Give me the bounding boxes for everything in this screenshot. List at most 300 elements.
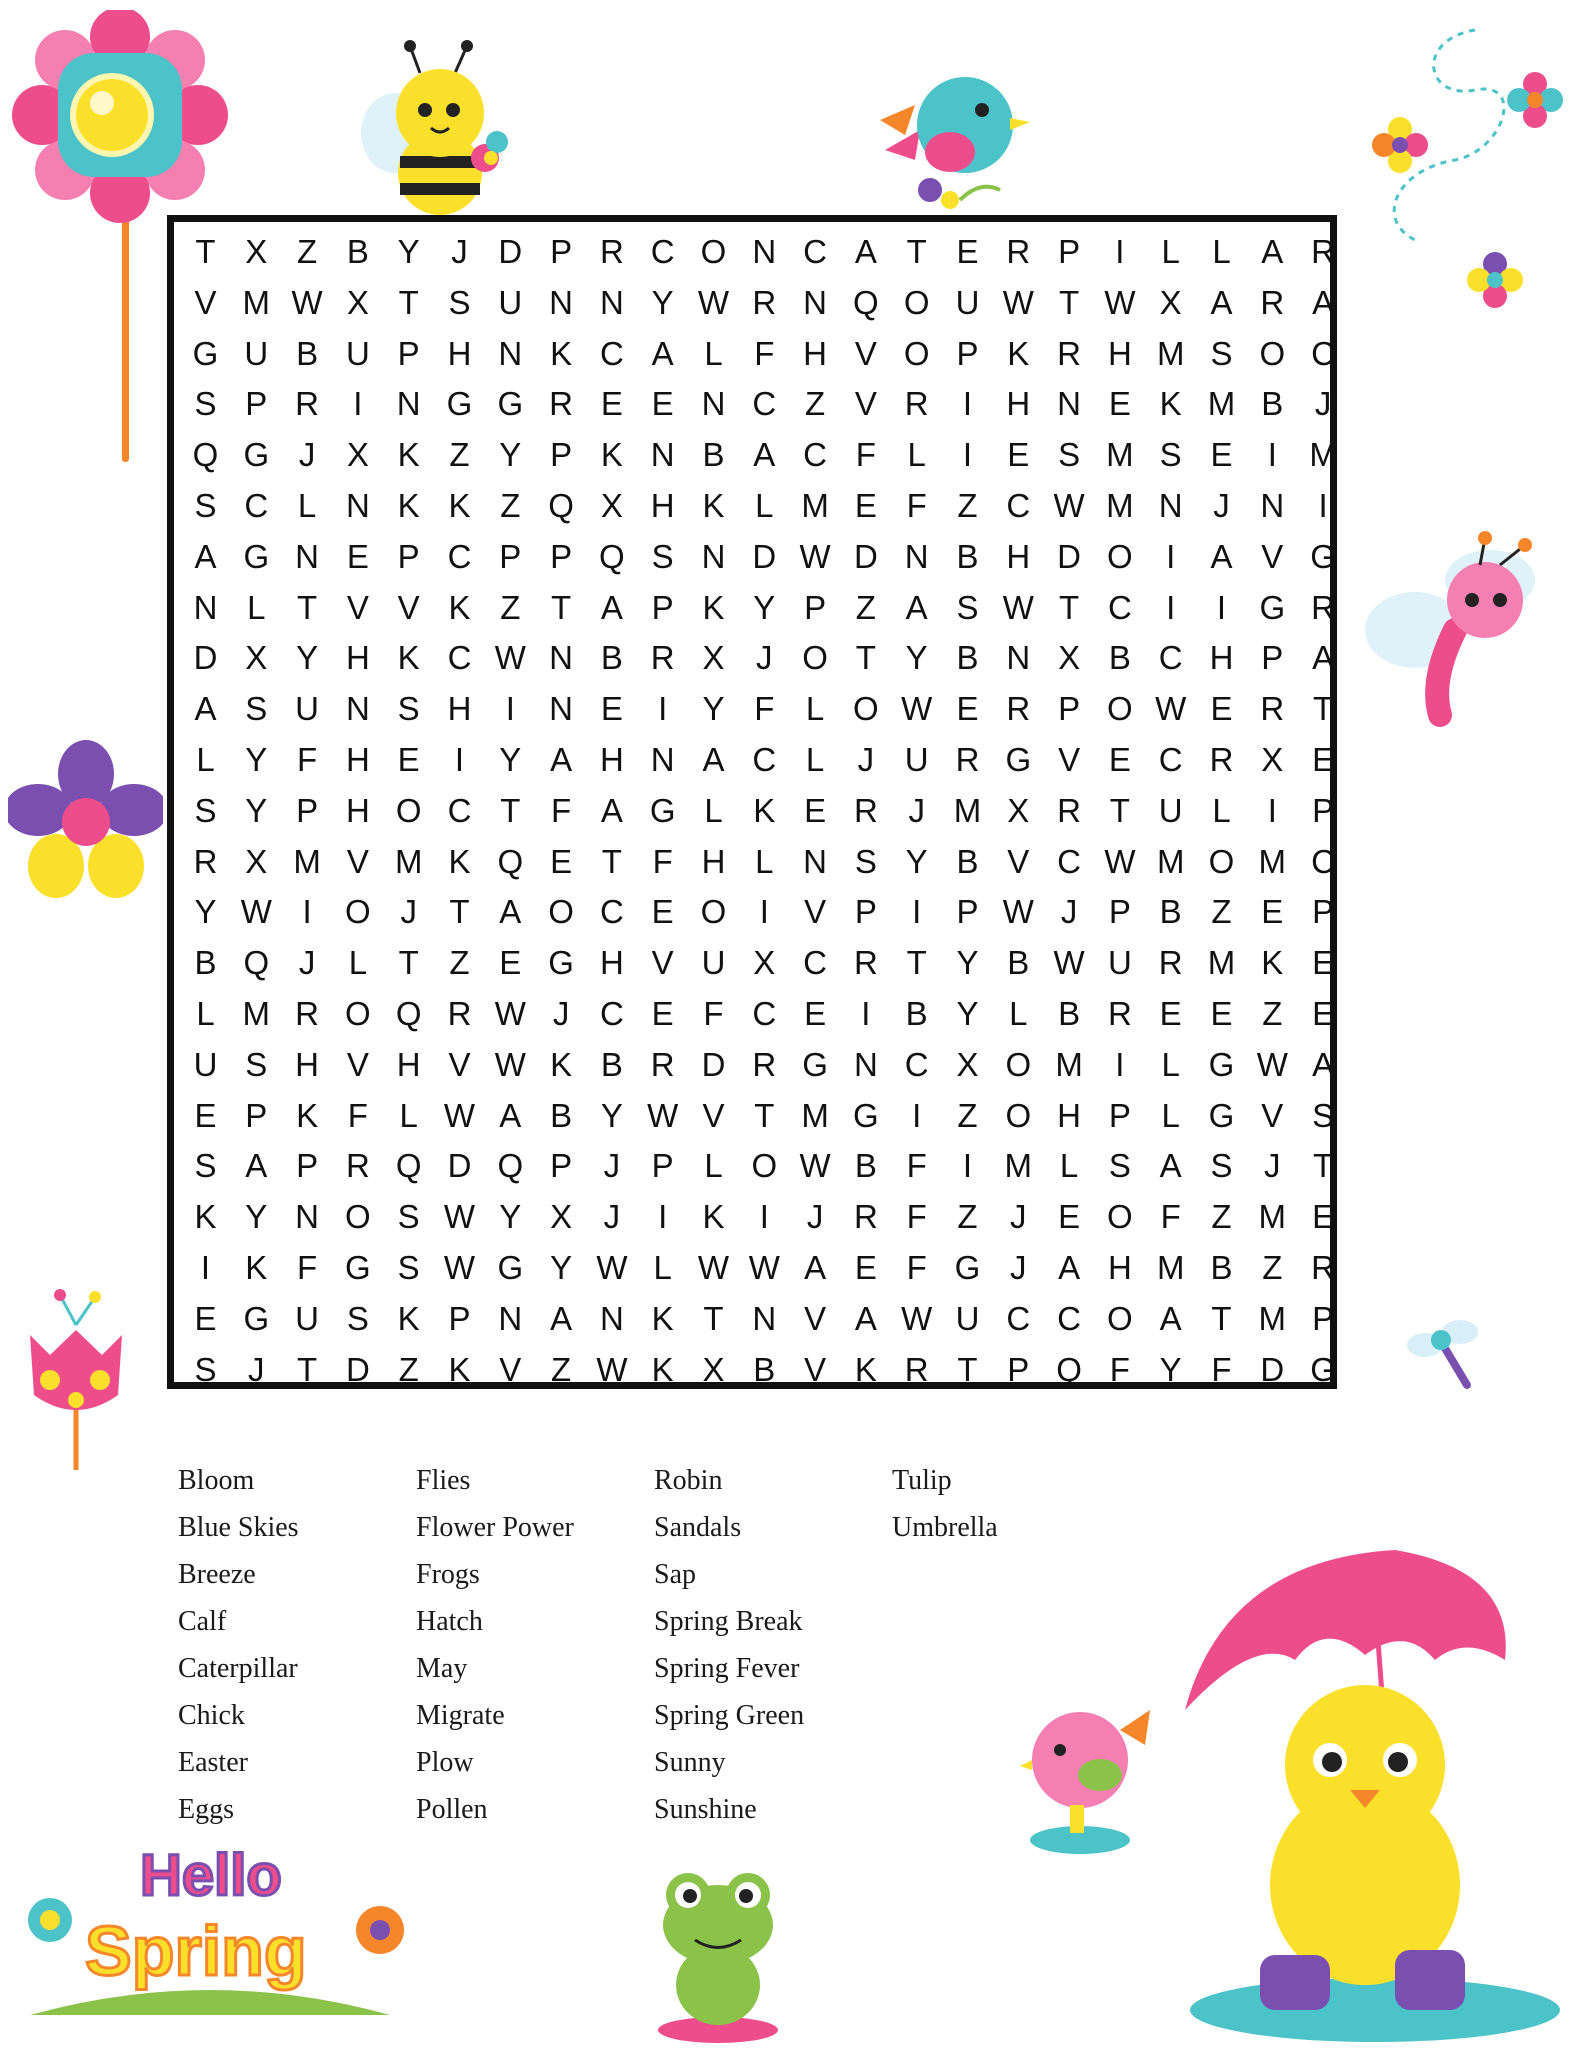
grid-letter[interactable]: V: [346, 1045, 369, 1083]
grid-letter[interactable]: P: [499, 537, 522, 575]
grid-letter[interactable]: P: [245, 1096, 268, 1134]
grid-letter[interactable]: F: [551, 791, 572, 829]
grid-letter[interactable]: P: [804, 588, 827, 626]
grid-letter[interactable]: U: [498, 283, 523, 321]
grid-letter[interactable]: Q: [497, 1147, 524, 1185]
grid-letter[interactable]: L: [348, 944, 368, 982]
grid-letter[interactable]: H: [599, 944, 624, 982]
grid-letter[interactable]: F: [347, 1096, 368, 1134]
grid-letter[interactable]: I: [658, 690, 668, 728]
grid-letter[interactable]: S: [1210, 1147, 1233, 1185]
grid-letter[interactable]: D: [345, 1350, 370, 1388]
grid-letter[interactable]: C: [752, 995, 777, 1032]
grid-letter[interactable]: Q: [192, 436, 219, 474]
grid-letter[interactable]: Z: [957, 1096, 978, 1134]
grid-letter[interactable]: C: [752, 385, 777, 423]
grid-letter[interactable]: Y: [296, 639, 319, 677]
grid-letter[interactable]: B: [854, 1147, 877, 1185]
grid-letter[interactable]: E: [1312, 944, 1335, 982]
grid-letter[interactable]: I: [353, 385, 363, 423]
grid-letter[interactable]: M: [801, 1096, 829, 1134]
grid-letter[interactable]: H: [447, 690, 472, 728]
grid-letter[interactable]: H: [1209, 639, 1234, 677]
grid-letter[interactable]: N: [295, 537, 320, 575]
grid-letter[interactable]: E: [1312, 1198, 1335, 1236]
grid-letter[interactable]: Y: [956, 944, 979, 982]
grid-letter[interactable]: W: [596, 1249, 628, 1286]
grid-letter[interactable]: W: [240, 893, 272, 931]
grid-letter[interactable]: S: [194, 1350, 217, 1388]
grid-letter[interactable]: J: [298, 436, 316, 474]
grid-letter[interactable]: G: [192, 334, 219, 372]
grid-letter[interactable]: O: [802, 639, 828, 677]
grid-letter[interactable]: A: [1261, 233, 1284, 270]
grid-letter[interactable]: C: [1158, 639, 1183, 677]
grid-letter[interactable]: O: [1107, 1198, 1133, 1236]
grid-letter[interactable]: V: [346, 588, 369, 626]
grid-letter[interactable]: X: [702, 1350, 725, 1388]
grid-letter[interactable]: F: [906, 1147, 927, 1185]
grid-letter[interactable]: A: [499, 893, 522, 931]
grid-letter[interactable]: X: [1007, 791, 1030, 829]
grid-letter[interactable]: O: [903, 334, 930, 372]
grid-letter[interactable]: F: [297, 741, 318, 778]
grid-letter[interactable]: M: [242, 995, 271, 1032]
grid-letter[interactable]: E: [194, 1096, 217, 1134]
grid-letter[interactable]: S: [1058, 436, 1081, 474]
grid-letter[interactable]: U: [193, 1045, 218, 1083]
grid-letter[interactable]: H: [1057, 1096, 1082, 1134]
grid-letter[interactable]: A: [905, 588, 928, 626]
grid-letter[interactable]: L: [1161, 1096, 1180, 1134]
grid-letter[interactable]: U: [1107, 944, 1132, 982]
grid-letter[interactable]: E: [1108, 741, 1131, 778]
grid-letter[interactable]: A: [854, 1299, 877, 1337]
grid-letter[interactable]: V: [804, 893, 827, 931]
grid-letter[interactable]: L: [196, 995, 215, 1032]
grid-letter[interactable]: D: [752, 537, 777, 575]
grid-letter[interactable]: V: [804, 1350, 827, 1388]
grid-letter[interactable]: H: [1107, 1249, 1132, 1286]
grid-letter[interactable]: G: [1310, 1350, 1336, 1388]
grid-letter[interactable]: I: [962, 385, 973, 423]
grid-letter[interactable]: K: [1159, 385, 1182, 423]
grid-letter[interactable]: S: [346, 1299, 369, 1337]
grid-letter[interactable]: X: [550, 1198, 573, 1236]
grid-letter[interactable]: P: [397, 334, 420, 372]
grid-letter[interactable]: Q: [497, 842, 524, 880]
grid-letter[interactable]: R: [1057, 334, 1082, 372]
grid-letter[interactable]: F: [1160, 1198, 1181, 1236]
grid-letter[interactable]: W: [1256, 1045, 1288, 1083]
grid-letter[interactable]: J: [603, 1147, 621, 1185]
grid-letter[interactable]: B: [905, 995, 928, 1032]
grid-letter[interactable]: Q: [395, 1147, 422, 1185]
grid-letter[interactable]: R: [853, 791, 878, 829]
grid-letter[interactable]: R: [1107, 995, 1132, 1032]
grid-letter[interactable]: W: [443, 1249, 476, 1286]
grid-letter[interactable]: S: [397, 1198, 420, 1236]
grid-letter[interactable]: D: [447, 1147, 472, 1185]
grid-letter[interactable]: O: [345, 893, 371, 931]
grid-letter[interactable]: T: [1313, 690, 1334, 728]
grid-letter[interactable]: E: [651, 995, 674, 1032]
grid-letter[interactable]: C: [1311, 334, 1336, 372]
grid-letter[interactable]: R: [295, 995, 320, 1032]
grid-letter[interactable]: C: [803, 436, 828, 474]
grid-letter[interactable]: N: [752, 233, 777, 270]
grid-letter[interactable]: D: [498, 233, 523, 270]
grid-letter[interactable]: R: [295, 385, 320, 423]
grid-letter[interactable]: E: [1159, 995, 1182, 1032]
grid-letter[interactable]: I: [861, 995, 871, 1032]
grid-letter[interactable]: L: [755, 842, 774, 880]
grid-letter[interactable]: U: [295, 690, 320, 728]
grid-letter[interactable]: D: [1057, 537, 1082, 575]
grid-letter[interactable]: P: [1058, 690, 1081, 728]
grid-letter[interactable]: Z: [398, 1350, 419, 1388]
grid-letter[interactable]: Q: [1056, 1350, 1082, 1388]
grid-letter[interactable]: L: [653, 1249, 672, 1286]
grid-letter[interactable]: B: [956, 842, 979, 880]
grid-letter[interactable]: B: [550, 1096, 573, 1134]
grid-letter[interactable]: N: [1057, 385, 1082, 423]
grid-letter[interactable]: S: [245, 690, 268, 728]
grid-letter[interactable]: D: [701, 1045, 726, 1083]
grid-letter[interactable]: C: [904, 1045, 929, 1083]
grid-letter[interactable]: G: [802, 1045, 828, 1083]
grid-letter[interactable]: T: [906, 233, 927, 270]
grid-letter[interactable]: P: [397, 537, 420, 575]
grid-letter[interactable]: S: [245, 1045, 268, 1083]
grid-letter[interactable]: A: [651, 334, 674, 372]
grid-letter[interactable]: K: [448, 588, 471, 626]
grid-letter[interactable]: C: [447, 537, 472, 575]
grid-letter[interactable]: B: [1058, 995, 1081, 1032]
grid-letter[interactable]: M: [1258, 1198, 1287, 1236]
grid-letter[interactable]: P: [1058, 233, 1081, 270]
grid-letter[interactable]: H: [447, 334, 472, 372]
grid-letter[interactable]: R: [1311, 588, 1336, 626]
grid-letter[interactable]: D: [1260, 1350, 1285, 1388]
grid-letter[interactable]: S: [1210, 334, 1233, 372]
grid-letter[interactable]: Z: [449, 944, 470, 982]
grid-letter[interactable]: J: [451, 233, 468, 270]
grid-letter[interactable]: K: [1261, 944, 1284, 982]
grid-letter[interactable]: B: [1159, 893, 1182, 931]
grid-letter[interactable]: I: [200, 1249, 211, 1286]
grid-letter[interactable]: L: [755, 487, 774, 524]
grid-letter[interactable]: G: [497, 1249, 524, 1286]
grid-letter[interactable]: L: [907, 436, 926, 474]
grid-letter[interactable]: E: [397, 741, 420, 778]
grid-letter[interactable]: F: [297, 1249, 318, 1286]
grid-letter[interactable]: A: [194, 537, 217, 575]
grid-letter[interactable]: K: [397, 639, 420, 677]
grid-letter[interactable]: N: [396, 385, 421, 423]
grid-letter[interactable]: H: [345, 791, 370, 829]
grid-letter[interactable]: N: [345, 690, 370, 728]
grid-letter[interactable]: V: [194, 283, 217, 321]
grid-letter[interactable]: V: [702, 1096, 725, 1134]
grid-letter[interactable]: H: [599, 741, 624, 778]
grid-letter[interactable]: R: [1209, 741, 1234, 778]
grid-letter[interactable]: J: [857, 741, 875, 778]
grid-letter[interactable]: A: [1210, 283, 1233, 321]
grid-letter[interactable]: I: [505, 690, 515, 728]
grid-letter[interactable]: X: [346, 283, 369, 321]
grid-letter[interactable]: V: [1058, 741, 1081, 778]
grid-letter[interactable]: P: [1312, 893, 1335, 931]
grid-letter[interactable]: Z: [1211, 893, 1232, 931]
grid-letter[interactable]: P: [550, 233, 573, 270]
grid-letter[interactable]: A: [499, 1096, 522, 1134]
grid-letter[interactable]: T: [855, 639, 876, 677]
grid-letter[interactable]: X: [245, 639, 268, 677]
grid-letter[interactable]: N: [549, 283, 574, 321]
grid-letter[interactable]: N: [295, 1198, 320, 1236]
grid-letter[interactable]: J: [603, 1198, 621, 1236]
grid-letter[interactable]: W: [647, 1096, 679, 1134]
grid-letter[interactable]: Y: [702, 690, 725, 728]
grid-letter[interactable]: W: [697, 1249, 730, 1286]
grid-letter[interactable]: N: [549, 639, 574, 677]
grid-letter[interactable]: X: [1261, 741, 1284, 778]
grid-letter[interactable]: E: [804, 995, 827, 1032]
grid-letter[interactable]: N: [1158, 487, 1183, 524]
grid-letter[interactable]: R: [345, 1147, 370, 1185]
grid-letter[interactable]: Q: [243, 944, 270, 982]
grid-letter[interactable]: L: [1009, 995, 1028, 1032]
grid-letter[interactable]: R: [549, 385, 574, 423]
grid-letter[interactable]: X: [1159, 283, 1182, 321]
grid-letter[interactable]: J: [908, 791, 925, 829]
grid-letter[interactable]: B: [1210, 1249, 1233, 1286]
grid-letter[interactable]: C: [447, 639, 472, 677]
grid-letter[interactable]: K: [1007, 334, 1030, 372]
grid-letter[interactable]: V: [346, 842, 369, 880]
grid-letter[interactable]: U: [345, 334, 370, 372]
grid-letter[interactable]: A: [1159, 1299, 1182, 1337]
grid-letter[interactable]: Y: [550, 1249, 573, 1286]
grid-letter[interactable]: J: [1010, 1198, 1027, 1236]
grid-letter[interactable]: G: [243, 1299, 270, 1337]
grid-letter[interactable]: P: [651, 1147, 674, 1185]
grid-letter[interactable]: F: [652, 842, 673, 880]
grid-letter[interactable]: E: [1210, 690, 1233, 728]
grid-letter[interactable]: N: [752, 1299, 777, 1337]
grid-letter[interactable]: J: [756, 639, 773, 677]
grid-letter[interactable]: Y: [956, 995, 979, 1032]
grid-letter[interactable]: H: [650, 487, 675, 524]
grid-letter[interactable]: V: [1261, 537, 1284, 575]
grid-letter[interactable]: K: [600, 436, 623, 474]
grid-letter[interactable]: C: [599, 334, 624, 372]
grid-letter[interactable]: O: [345, 995, 371, 1032]
grid-letter[interactable]: I: [912, 893, 922, 931]
grid-letter[interactable]: C: [1006, 1299, 1031, 1337]
grid-letter[interactable]: L: [704, 1147, 723, 1185]
grid-letter[interactable]: A: [1058, 1249, 1081, 1286]
grid-letter[interactable]: M: [293, 842, 321, 880]
grid-letter[interactable]: A: [1312, 1045, 1335, 1083]
grid-letter[interactable]: Y: [194, 893, 217, 931]
grid-letter[interactable]: M: [394, 842, 423, 880]
grid-letter[interactable]: C: [244, 487, 269, 524]
grid-letter[interactable]: I: [1115, 1045, 1125, 1083]
grid-letter[interactable]: R: [955, 741, 980, 778]
grid-letter[interactable]: T: [1211, 1299, 1232, 1337]
grid-letter[interactable]: Y: [499, 436, 522, 474]
grid-letter[interactable]: L: [1212, 233, 1231, 270]
grid-letter[interactable]: A: [550, 741, 573, 778]
grid-letter[interactable]: E: [1058, 1198, 1081, 1236]
grid-letter[interactable]: K: [245, 1249, 268, 1286]
grid-letter[interactable]: F: [703, 995, 724, 1032]
grid-letter[interactable]: W: [799, 537, 831, 575]
grid-letter[interactable]: L: [1161, 233, 1180, 270]
grid-letter[interactable]: A: [1312, 283, 1335, 321]
grid-letter[interactable]: T: [754, 1096, 775, 1134]
grid-letter[interactable]: L: [247, 588, 266, 626]
grid-letter[interactable]: K: [296, 1096, 319, 1134]
grid-letter[interactable]: T: [297, 588, 318, 626]
grid-letter[interactable]: N: [853, 1045, 878, 1083]
grid-letter[interactable]: S: [397, 1249, 420, 1286]
grid-letter[interactable]: I: [1267, 791, 1277, 829]
grid-letter[interactable]: O: [345, 1198, 371, 1236]
grid-letter[interactable]: M: [801, 487, 829, 524]
grid-letter[interactable]: M: [1055, 1045, 1083, 1083]
grid-letter[interactable]: Y: [1159, 1350, 1182, 1388]
grid-letter[interactable]: M: [242, 283, 271, 321]
grid-letter[interactable]: O: [1259, 334, 1286, 372]
grid-letter[interactable]: Z: [957, 487, 978, 524]
grid-letter[interactable]: T: [703, 1299, 724, 1337]
grid-letter[interactable]: Y: [651, 283, 674, 321]
grid-letter[interactable]: G: [1259, 588, 1286, 626]
grid-letter[interactable]: Y: [905, 639, 928, 677]
grid-letter[interactable]: M: [1156, 842, 1185, 880]
grid-letter[interactable]: E: [956, 690, 979, 728]
grid-letter[interactable]: V: [854, 334, 877, 372]
grid-letter[interactable]: C: [1006, 487, 1031, 524]
grid-letter[interactable]: E: [600, 690, 623, 728]
grid-letter[interactable]: W: [1002, 893, 1034, 931]
grid-letter[interactable]: I: [1318, 487, 1328, 524]
grid-letter[interactable]: C: [447, 791, 472, 829]
grid-letter[interactable]: Y: [245, 1198, 268, 1236]
grid-letter[interactable]: P: [245, 385, 268, 423]
grid-letter[interactable]: O: [1005, 1045, 1032, 1083]
grid-letter[interactable]: R: [1006, 233, 1031, 270]
grid-letter[interactable]: P: [1261, 639, 1284, 677]
grid-letter[interactable]: E: [600, 385, 623, 423]
grid-letter[interactable]: W: [596, 1350, 628, 1388]
grid-letter[interactable]: Z: [500, 588, 521, 626]
grid-letter[interactable]: E: [1210, 436, 1233, 474]
grid-letter[interactable]: R: [447, 995, 472, 1032]
grid-letter[interactable]: Z: [1262, 995, 1283, 1032]
grid-letter[interactable]: Z: [855, 588, 876, 626]
grid-letter[interactable]: B: [956, 639, 979, 677]
grid-letter[interactable]: K: [702, 588, 725, 626]
grid-letter[interactable]: Y: [499, 1198, 522, 1236]
grid-letter[interactable]: W: [1155, 690, 1187, 728]
grid-letter[interactable]: P: [1108, 893, 1131, 931]
grid-letter[interactable]: T: [551, 588, 572, 626]
grid-letter[interactable]: K: [397, 1299, 420, 1337]
grid-letter[interactable]: T: [500, 791, 521, 829]
grid-letter[interactable]: P: [448, 1299, 471, 1337]
grid-letter[interactable]: K: [651, 1299, 674, 1337]
grid-letter[interactable]: Q: [599, 537, 625, 575]
grid-letter[interactable]: R: [1260, 690, 1285, 728]
grid-letter[interactable]: P: [296, 791, 319, 829]
grid-letter[interactable]: S: [397, 690, 420, 728]
grid-letter[interactable]: U: [955, 1299, 980, 1337]
grid-letter[interactable]: X: [346, 436, 369, 474]
grid-letter[interactable]: G: [243, 537, 270, 575]
grid-letter[interactable]: N: [549, 690, 574, 728]
grid-letter[interactable]: A: [1159, 1147, 1182, 1185]
grid-letter[interactable]: N: [701, 385, 726, 423]
grid-letter[interactable]: E: [956, 233, 979, 270]
grid-letter[interactable]: J: [1264, 1147, 1281, 1185]
grid-letter[interactable]: E: [854, 1249, 877, 1286]
grid-letter[interactable]: H: [1107, 334, 1132, 372]
grid-letter[interactable]: G: [649, 791, 676, 829]
grid-letter[interactable]: K: [397, 487, 420, 524]
grid-letter[interactable]: P: [1312, 1299, 1335, 1337]
grid-letter[interactable]: C: [1158, 741, 1183, 778]
grid-letter[interactable]: L: [399, 1096, 418, 1134]
grid-letter[interactable]: Y: [600, 1096, 623, 1134]
grid-letter[interactable]: W: [1002, 588, 1034, 626]
grid-letter[interactable]: D: [193, 639, 218, 677]
grid-letter[interactable]: R: [1057, 791, 1082, 829]
grid-letter[interactable]: I: [1166, 537, 1176, 575]
grid-letter[interactable]: I: [759, 1198, 769, 1236]
grid-letter[interactable]: E: [1312, 741, 1335, 778]
grid-letter[interactable]: F: [754, 334, 775, 372]
grid-letter[interactable]: S: [956, 588, 979, 626]
grid-letter[interactable]: I: [759, 893, 769, 931]
grid-letter[interactable]: F: [906, 487, 927, 524]
grid-letter[interactable]: J: [298, 944, 316, 982]
grid-letter[interactable]: X: [1058, 639, 1081, 677]
grid-letter[interactable]: I: [912, 1096, 922, 1134]
grid-letter[interactable]: C: [1057, 1299, 1082, 1337]
grid-letter[interactable]: T: [906, 944, 927, 982]
grid-letter[interactable]: T: [297, 1350, 318, 1388]
grid-letter[interactable]: X: [245, 233, 268, 270]
grid-letter[interactable]: A: [194, 690, 217, 728]
grid-letter[interactable]: S: [448, 283, 471, 321]
grid-letter[interactable]: V: [397, 588, 420, 626]
grid-letter[interactable]: E: [651, 893, 674, 931]
grid-letter[interactable]: Z: [500, 487, 521, 524]
grid-letter[interactable]: M: [1309, 436, 1337, 474]
grid-letter[interactable]: E: [1210, 995, 1233, 1032]
grid-letter[interactable]: J: [1010, 1249, 1027, 1286]
grid-letter[interactable]: R: [853, 1198, 878, 1236]
grid-letter[interactable]: G: [1005, 741, 1032, 778]
grid-letter[interactable]: W: [799, 1147, 831, 1185]
grid-letter[interactable]: N: [650, 436, 675, 474]
grid-letter[interactable]: W: [901, 1299, 933, 1337]
grid-letter[interactable]: Q: [853, 283, 879, 321]
